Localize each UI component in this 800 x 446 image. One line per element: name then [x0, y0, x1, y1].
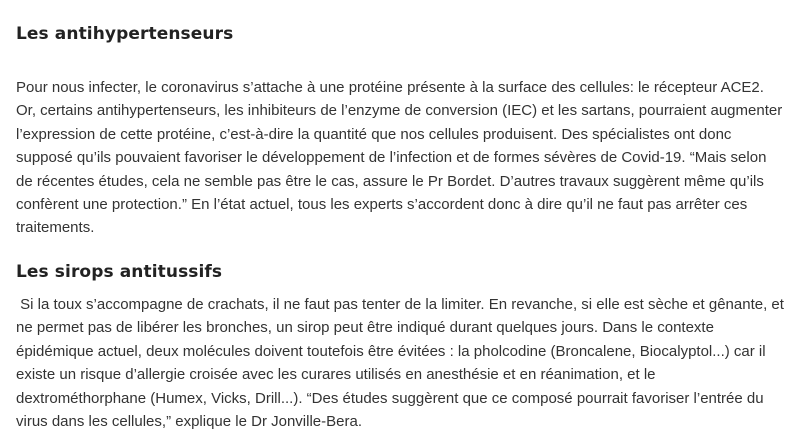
section-heading-antihypertenseurs: Les antihypertenseurs: [16, 24, 234, 44]
section-heading-sirops-antitussifs: Les sirops antitussifs: [16, 262, 223, 282]
section-paragraph-sirops-antitussifs: Si la toux s’accompagne de crachats, il ne faut pas tenter de la limiter. En revanche, si elle est sèche et gênante, et ne permet pas de libérer les bronches, un sirop peut être indiqué durant quelques jours. Dans le contexte épidémique actuel, deux molécules doivent toutefois être évitées : la pholcodine (Broncalene, Biocalyptol...) car il existe un risque d’allergie croisée avec les curares utilisés en anesthésie et en réanimation, et le dextrométhorphane (Humex, Vicks, Drill...). “Des études suggèrent que ce composé pourrait favoriser l’entrée du virus dans les cellules,” explique le Dr Jonville-Bera.: [16, 296, 789, 431]
section-paragraph-antihypertenseurs: Pour nous infecter, le coronavirus s’attache à une protéine présente à la surface des cellules: le récepteur ACE2. Or, certains antihypertenseurs, les inhibiteurs de l’enzyme de conversion (IEC) et les sartans, pourraient augmenter l’expression de cette protéine, c’est-à-dire la quantité que nos cellules produisent. Des spécialistes ont donc supposé qu’ils pouvaient favoriser le développement de l’infection et de formes sévères de Covid-19. “Mais selon de récentes études, cela ne semble pas être le cas, assure le Pr Bordet. D’autres travaux suggèrent même qu’ils confèrent une protection.” En l’état actuel, tous les experts s’accordent donc à dire qu’il ne faut pas arrêter ces traitements.: [16, 79, 787, 237]
